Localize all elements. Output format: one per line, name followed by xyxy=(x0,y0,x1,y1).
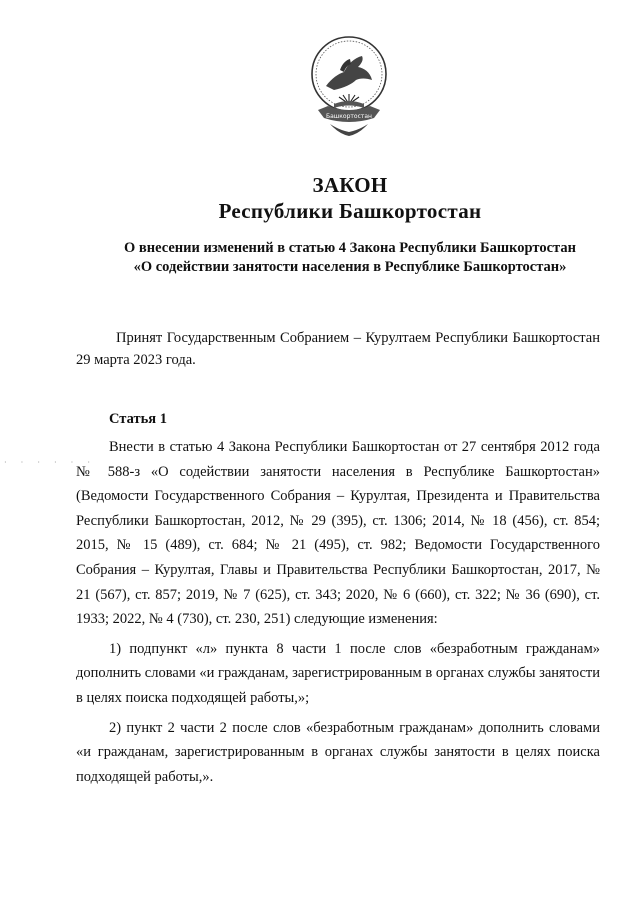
adoption-statement: Принят Государственным Собранием – Курултаем Республики Башкортостан 29 марта 2023 года. xyxy=(76,330,600,368)
article-item-2: 2) пункт 2 части 2 после слов «безработным гражданам» дополнить словами «и гражданам, зарегистрированным в органах службы занятости в целях поиска подходящей работы,». xyxy=(76,719,600,785)
scan-artifact: · · · · · · xyxy=(4,458,96,467)
svg-text:Башкортостан: Башкортостан xyxy=(326,113,372,120)
law-name-line-2: «О содействии занятости населения в Республике Башкортостан» xyxy=(133,259,567,275)
article-heading: Статья 1 xyxy=(109,411,167,427)
coat-of-arms-emblem xyxy=(304,34,394,138)
article-intro: Внести в статью 4 Закона Республики Башкортостан от 27 сентября 2012 года № 588-з «О содействии занятости населения в Республике Башкортостан» (Ведомости Государственного Собрания – Курултая, Президента и Правительства Республики Башкортостан, 2012, № 29 (395), ст. 1306; 2014, № 18 (456), ст. 854; 2015, № 15 (489), ст. 684; № 21 (495), ст. 982; Ведомости Государственного Собрания – Курултая, Главы и Правительства Республики Башкортостан, 2017, № 21 (567), ст. 857; 2019, № 7 (625), ст. 343; 2020, № 6 (660), ст. 322; № 36 (690), ст. 1933; 2022, № 4 (730), ст. 230, 251) следующие изменения: xyxy=(76,439,600,628)
article-body xyxy=(76,435,600,789)
law-name-line-1: О внесении изменений в статью 4 Закона Республики Башкортостан xyxy=(124,240,576,256)
document-title: ЗАКОН xyxy=(312,173,388,197)
document-subtitle: Республики Башкортостан xyxy=(218,199,482,223)
article-item-1: 1) подпункт «л» пункта 8 части 1 после слов «безработным гражданам» дополнить словами «и гражданам, зарегистрированным в органах службы занятости в целях поиска подходящей работы,»; xyxy=(76,640,600,706)
